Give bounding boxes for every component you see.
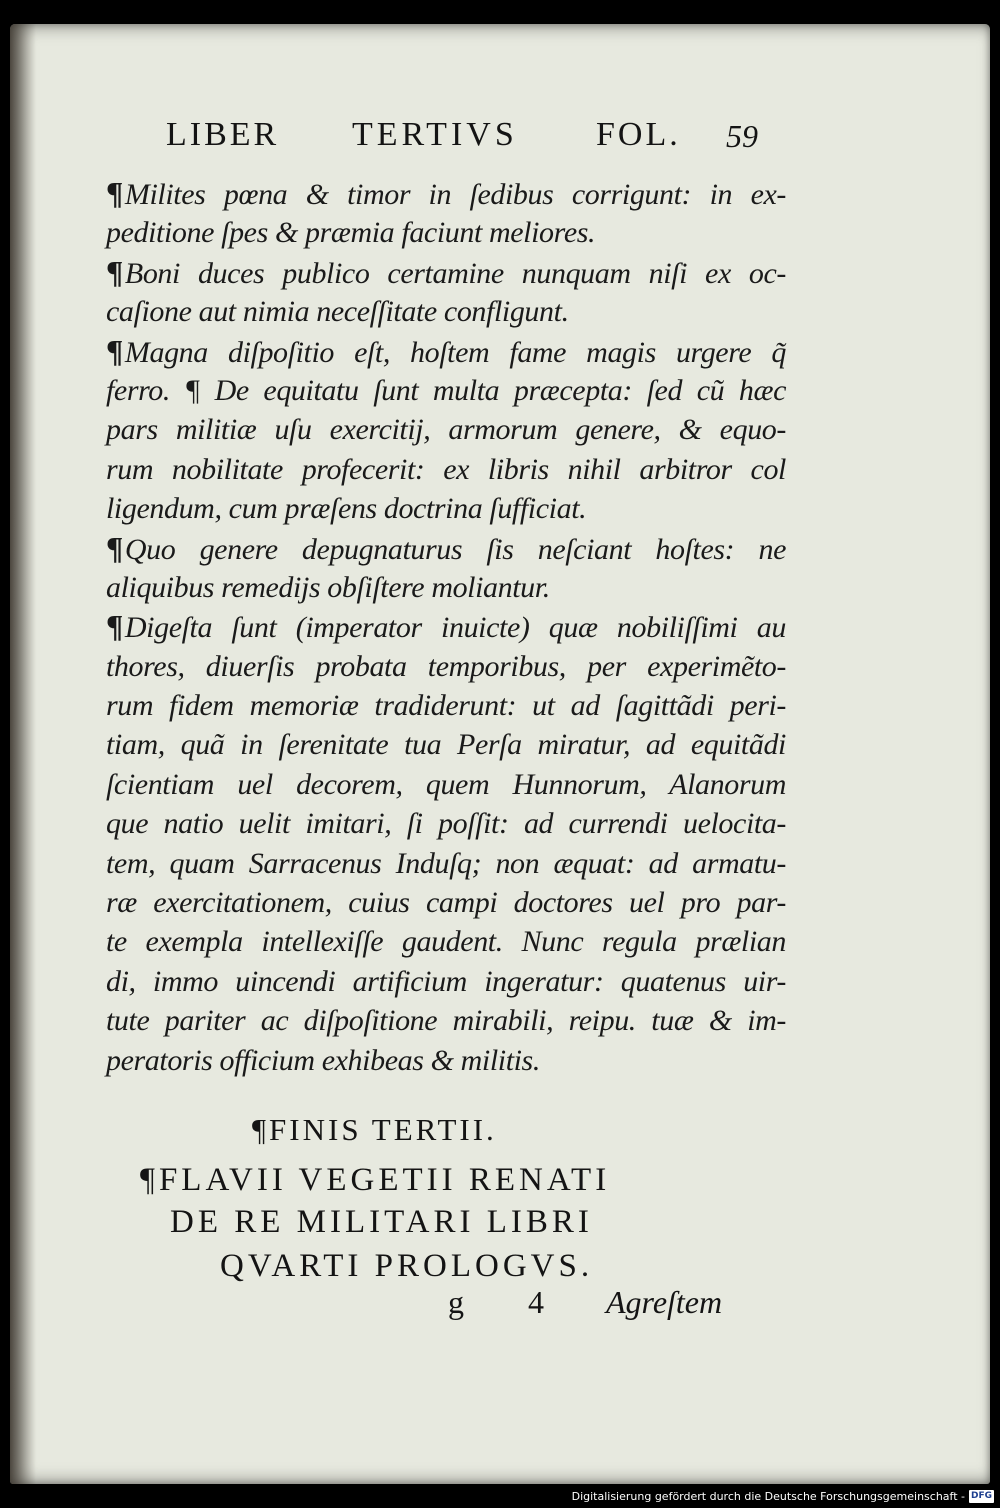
- text-line-content: tem, quam Sarracenus Induſq; non æquat: ad armatu-: [106, 846, 786, 880]
- text-line-content: di, immo uincendi artificium ingeratur: quatenus uir-: [106, 964, 786, 998]
- main-text-block: [106, 174, 786, 1080]
- text-line-content: Magna diſpoſitio eſt, hoſtem fame magis urgere q̃: [124, 335, 786, 369]
- text-line: [106, 647, 786, 686]
- text-line: [106, 410, 786, 449]
- text-line-content: ræ exercitationem, cuius campi doctores uel pro par-: [106, 886, 786, 920]
- text-line: [106, 253, 786, 292]
- text-line: [106, 725, 786, 764]
- finis-line: ¶FINIS TERTII.: [252, 1112, 497, 1147]
- text-line-content: peratoris officium exhibeas & militis.: [106, 1043, 540, 1077]
- footer-credit-text: Digitalisierung gefördert durch die Deutsche Forschungsgemeinschaft -: [571, 1489, 965, 1503]
- text-line: [106, 489, 786, 528]
- text-line: [106, 568, 786, 607]
- text-line-content: tiam, quã in ſerenitate tua Perſa miratur, ad equitãdi: [106, 728, 786, 762]
- next-book-title-line-3: QVARTI PROLOGVS.: [220, 1248, 594, 1284]
- text-line: [106, 686, 786, 725]
- digitization-footer: [572, 1488, 994, 1504]
- signature-mark: g: [448, 1284, 464, 1320]
- catchword: Agreſtem: [606, 1284, 723, 1320]
- header-tertius: TERTIVS: [352, 116, 518, 153]
- signature-number: 4: [528, 1284, 544, 1320]
- text-line-content: pars militiæ uſu exercitij, armorum genere, & equo-: [106, 413, 786, 447]
- text-line: [106, 1001, 786, 1040]
- text-line-content: ſcientiam uel decorem, quem Hunnorum, Alanorum: [106, 767, 786, 801]
- dfg-logo: DFG: [970, 1490, 992, 1501]
- text-line: [106, 213, 786, 252]
- text-line-content: Boni duces publico certamine nunquam niſi ex oc-: [124, 256, 786, 290]
- text-line: [106, 1041, 786, 1080]
- text-line: [106, 765, 786, 804]
- text-line: [106, 332, 786, 371]
- text-line-content: aliquibus remedijs obſiſtere moliantur.: [106, 570, 550, 604]
- text-line-content: peditione ſpes & præmia faciunt meliores.: [106, 216, 596, 250]
- text-line: [106, 371, 786, 410]
- header-liber: LIBER: [166, 116, 280, 153]
- text-line: [106, 450, 786, 489]
- text-line: [106, 292, 786, 331]
- text-line: [106, 607, 786, 646]
- pilcrow-mark: ¶: [106, 529, 123, 566]
- text-line-content: ferro. ¶ De equitatu ſunt multa præcepta: ſed cũ hæc: [106, 373, 786, 407]
- text-line-content: thores, diuerſis probata temporibus, per experimẽto-: [106, 649, 786, 683]
- text-line-content: rum nobilitate profecerit: ex libris nihil arbitror col: [106, 452, 786, 486]
- text-line-content: ligendum, cum præſens doctrina ſufficiat.: [106, 492, 587, 526]
- folio-number: 59: [726, 118, 758, 154]
- text-line: [106, 922, 786, 961]
- text-line-content: tute pariter ac diſpoſitione mirabili, reipu. tuæ & im-: [106, 1004, 786, 1038]
- next-book-title-line-2: DE RE MILITARI LIBRI: [170, 1204, 593, 1240]
- text-line: [106, 804, 786, 843]
- next-book-title-line-1: ¶FLAVII VEGETII RENATI: [140, 1162, 611, 1198]
- text-line-content: Milites pœna & timor in ſedibus corrigunt: in ex-: [124, 178, 786, 211]
- pilcrow-mark: ¶: [106, 253, 123, 290]
- pilcrow-mark: ¶: [106, 175, 123, 211]
- text-line: [106, 529, 786, 568]
- text-line-content: caſione aut nimia neceſſitate confligunt.: [106, 295, 569, 329]
- text-line: [106, 883, 786, 922]
- text-line-content: rum fidem memoriæ tradiderunt: ut ad ſagittãdi peri-: [106, 689, 786, 723]
- book-page: [10, 24, 990, 1484]
- text-line: [106, 174, 786, 213]
- text-line-content: Quo genere depugnaturus ſis neſciant hoſtes: ne: [124, 532, 786, 566]
- pilcrow-mark: ¶: [106, 608, 123, 645]
- text-line: [106, 962, 786, 1001]
- text-line: [106, 844, 786, 883]
- text-line-content: te exempla intellexiſſe gaudent. Nunc regula prælian: [106, 925, 786, 959]
- header-fol: FOL.: [596, 116, 681, 153]
- running-header: [160, 112, 780, 162]
- pilcrow-mark: ¶: [106, 332, 123, 369]
- text-line-content: Digeſta ſunt (imperator inuicte) quæ nobiliſſimi au: [124, 611, 786, 645]
- text-line-content: que natio uelit imitari, ſi poſſit: ad currendi uelocita-: [106, 807, 786, 841]
